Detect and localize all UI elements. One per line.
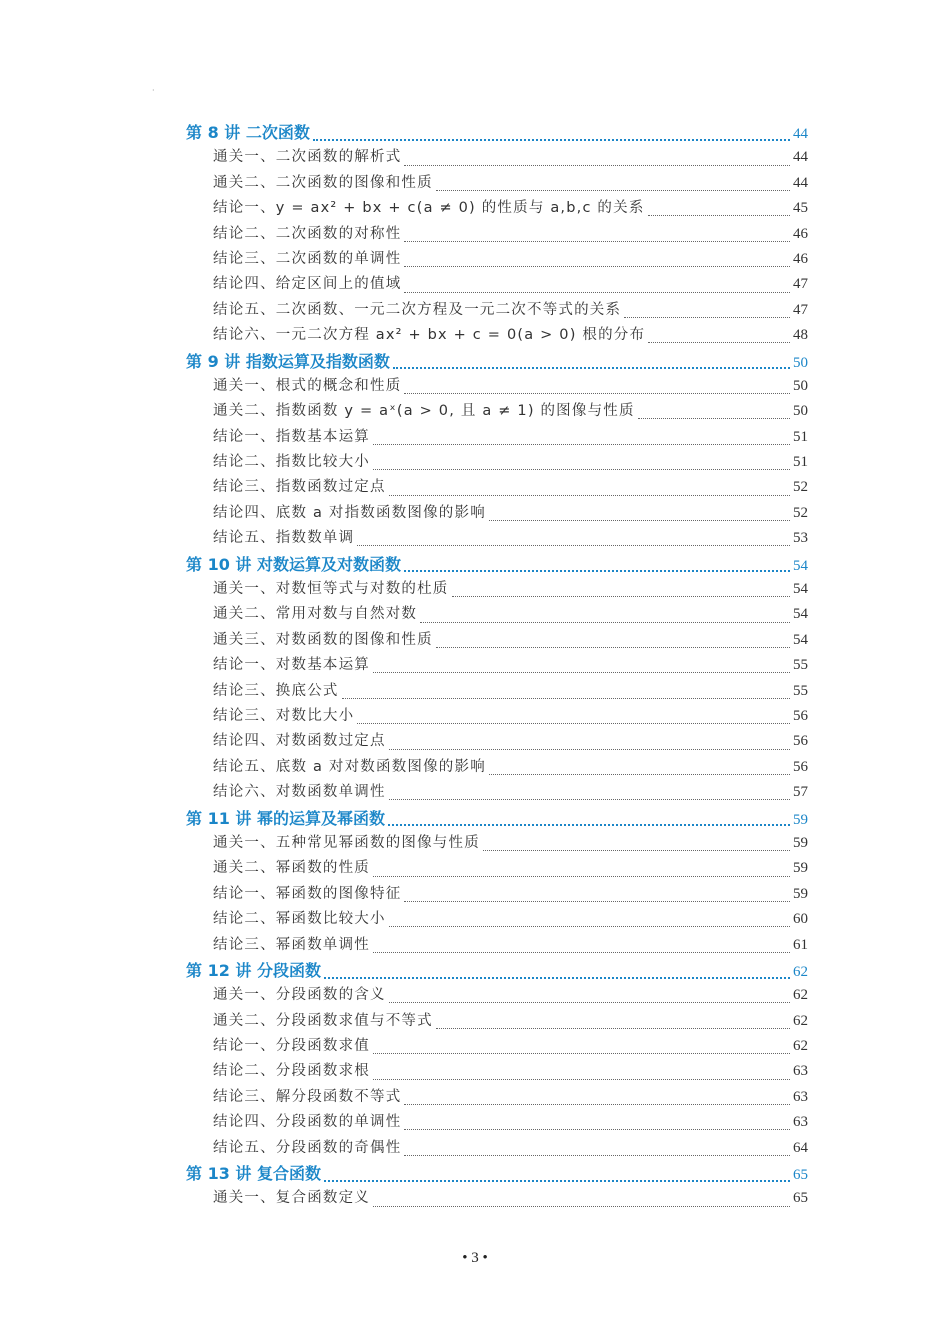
toc-entry-page: 54 bbox=[793, 631, 808, 648]
toc-entry-page: 59 bbox=[793, 834, 808, 851]
dot-leader bbox=[404, 893, 790, 902]
dot-leader bbox=[373, 436, 790, 445]
toc-entry-page: 53 bbox=[793, 530, 808, 547]
toc-entry-title: 通关二、分段函数求值与不等式 bbox=[213, 1012, 433, 1029]
dot-leader bbox=[373, 1045, 790, 1054]
dot-leader bbox=[638, 410, 790, 419]
toc-entry-title: 通关一、分段函数的含义 bbox=[213, 987, 386, 1004]
dot-leader bbox=[404, 284, 790, 293]
toc-entry-title: 通关一、对数恒等式与对数的杜质 bbox=[213, 581, 449, 598]
toc-entry-title: 结论三、换底公式 bbox=[213, 682, 339, 699]
toc-entry-title: 结论六、对数函数单调性 bbox=[213, 784, 386, 801]
dot-leader bbox=[404, 562, 790, 572]
toc-entry-page: 60 bbox=[793, 911, 808, 928]
toc-entry-page: 46 bbox=[793, 225, 808, 242]
toc-entry-title: 通关三、对数函数的图像和性质 bbox=[213, 631, 433, 648]
toc-entry-title: 结论五、底数 a 对对数函数图像的影响 bbox=[213, 758, 486, 775]
dot-leader bbox=[389, 741, 790, 750]
toc-section-entry[interactable] bbox=[186, 272, 808, 297]
toc-entry-title: 结论四、底数 a 对指数函数图像的影响 bbox=[213, 504, 486, 521]
toc-section-entry[interactable] bbox=[186, 577, 808, 602]
toc-chapter-entry[interactable] bbox=[186, 120, 808, 145]
toc-chapter-entry[interactable] bbox=[186, 806, 808, 831]
toc-section-entry[interactable] bbox=[186, 171, 808, 196]
dot-leader bbox=[373, 1198, 790, 1207]
toc-entry-page: 63 bbox=[793, 1063, 808, 1080]
toc-section-entry[interactable] bbox=[186, 1009, 808, 1034]
toc-section-entry[interactable] bbox=[186, 526, 808, 551]
toc-section-entry[interactable] bbox=[186, 145, 808, 170]
toc-section-entry[interactable] bbox=[186, 374, 808, 399]
toc-entry-title: 结论二、幂函数比较大小 bbox=[213, 911, 386, 928]
toc-entry-page: 47 bbox=[793, 276, 808, 293]
toc-entry-page: 61 bbox=[793, 936, 808, 953]
dot-leader bbox=[624, 309, 790, 318]
toc-section-entry[interactable] bbox=[186, 450, 808, 475]
toc-entry-title: 结论二、分段函数求根 bbox=[213, 1063, 370, 1080]
toc-entry-page: 50 bbox=[793, 377, 808, 394]
toc-section-entry[interactable] bbox=[186, 755, 808, 780]
toc-entry-page: 62 bbox=[793, 1038, 808, 1055]
toc-entry-page: 56 bbox=[793, 758, 808, 775]
toc-entry-title: 结论三、对数比大小 bbox=[213, 707, 355, 724]
dot-leader bbox=[389, 918, 790, 927]
dot-leader bbox=[324, 1172, 790, 1182]
toc-entry-title: 结论一、y = ax² + bx + c(a ≠ 0) 的性质与 a,b,c 的关系 bbox=[213, 200, 645, 217]
toc-entry-title: 通关一、五种常见幂函数的图像与性质 bbox=[213, 834, 480, 851]
page-mark: · bbox=[152, 86, 155, 95]
dot-leader bbox=[436, 182, 790, 191]
toc-section-entry[interactable] bbox=[186, 475, 808, 500]
toc-entry-title: 结论六、一元二次方程 ax² + bx + c = 0(a > 0) 根的分布 bbox=[213, 327, 646, 344]
dot-leader bbox=[373, 1071, 790, 1080]
table-of-contents bbox=[186, 120, 808, 1212]
toc-section-entry[interactable] bbox=[186, 298, 808, 323]
toc-section-entry[interactable] bbox=[186, 425, 808, 450]
dot-leader bbox=[436, 639, 790, 648]
toc-entry-page: 54 bbox=[793, 581, 808, 598]
toc-chapter-entry[interactable] bbox=[186, 958, 808, 983]
toc-entry-title: 结论四、分段函数的单调性 bbox=[213, 1114, 402, 1131]
dot-leader bbox=[404, 157, 790, 166]
toc-section-entry[interactable] bbox=[186, 831, 808, 856]
toc-entry-title: 第 11 讲 幂的运算及幂函数 bbox=[186, 808, 385, 828]
toc-entry-page: 59 bbox=[793, 811, 808, 828]
toc-entry-page: 50 bbox=[793, 403, 808, 420]
toc-entry-title: 通关二、指数函数 y = aˣ(a > 0, 且 a ≠ 1) 的图像与性质 bbox=[213, 403, 635, 420]
toc-entry-title: 第 9 讲 指数运算及指数函数 bbox=[186, 351, 390, 371]
toc-entry-page: 47 bbox=[793, 301, 808, 318]
toc-entry-title: 结论五、指数数单调 bbox=[213, 530, 355, 547]
toc-entry-title: 结论四、给定区间上的值域 bbox=[213, 276, 402, 293]
toc-entry-title: 通关一、复合函数定义 bbox=[213, 1190, 370, 1207]
dot-leader bbox=[648, 334, 790, 343]
dot-leader bbox=[393, 359, 790, 369]
toc-section-entry[interactable] bbox=[186, 933, 808, 958]
toc-section-entry[interactable] bbox=[186, 501, 808, 526]
dot-leader bbox=[436, 1020, 790, 1029]
toc-entry-title: 第 8 讲 二次函数 bbox=[186, 123, 310, 142]
toc-entry-page: 65 bbox=[793, 1190, 808, 1207]
toc-section-entry[interactable] bbox=[186, 1186, 808, 1211]
dot-leader bbox=[324, 969, 790, 979]
toc-chapter-entry[interactable] bbox=[186, 552, 808, 577]
page-number: • 3 • bbox=[462, 1250, 488, 1266]
toc-entry-page: 55 bbox=[793, 657, 808, 674]
toc-entry-title: 第 10 讲 对数运算及对数函数 bbox=[186, 554, 401, 574]
toc-section-entry[interactable] bbox=[186, 704, 808, 729]
toc-entry-page: 52 bbox=[793, 479, 808, 496]
toc-entry-page: 55 bbox=[793, 682, 808, 699]
toc-entry-page: 56 bbox=[793, 707, 808, 724]
toc-entry-title: 结论三、幂函数单调性 bbox=[213, 936, 370, 953]
toc-chapter-entry[interactable] bbox=[186, 349, 808, 374]
toc-entry-page: 51 bbox=[793, 454, 808, 471]
dot-leader bbox=[373, 664, 790, 673]
toc-entry-title: 结论一、分段函数求值 bbox=[213, 1038, 370, 1055]
toc-section-entry[interactable] bbox=[186, 602, 808, 627]
toc-section-entry[interactable] bbox=[186, 679, 808, 704]
toc-section-entry[interactable] bbox=[186, 222, 808, 247]
toc-entry-title: 结论二、指数比较大小 bbox=[213, 454, 370, 471]
toc-entry-page: 63 bbox=[793, 1088, 808, 1105]
toc-entry-page: 57 bbox=[793, 784, 808, 801]
toc-entry-page: 52 bbox=[793, 504, 808, 521]
toc-entry-page: 62 bbox=[793, 963, 808, 980]
toc-entry-title: 第 12 讲 分段函数 bbox=[186, 960, 321, 980]
dot-leader bbox=[342, 690, 790, 699]
dot-leader bbox=[489, 512, 790, 521]
dot-leader bbox=[483, 842, 790, 851]
toc-section-entry[interactable] bbox=[186, 628, 808, 653]
toc-entry-page: 62 bbox=[793, 1012, 808, 1029]
toc-entry-title: 通关一、根式的概念和性质 bbox=[213, 377, 402, 394]
toc-section-entry[interactable] bbox=[186, 856, 808, 881]
dot-leader bbox=[489, 766, 790, 775]
toc-entry-page: 59 bbox=[793, 885, 808, 902]
toc-entry-title: 结论二、二次函数的对称性 bbox=[213, 225, 402, 242]
toc-entry-page: 54 bbox=[793, 606, 808, 623]
toc-entry-page: 44 bbox=[793, 174, 808, 191]
toc-entry-page: 51 bbox=[793, 428, 808, 445]
toc-section-entry[interactable] bbox=[186, 399, 808, 424]
toc-entry-page: 59 bbox=[793, 860, 808, 877]
dot-leader bbox=[404, 258, 790, 267]
toc-section-entry[interactable] bbox=[186, 653, 808, 678]
toc-section-entry[interactable] bbox=[186, 1110, 808, 1135]
toc-entry-title: 第 13 讲 复合函数 bbox=[186, 1164, 321, 1184]
toc-entry-page: 54 bbox=[793, 557, 808, 574]
toc-entry-page: 63 bbox=[793, 1114, 808, 1131]
toc-section-entry[interactable] bbox=[186, 323, 808, 348]
toc-entry-title: 结论三、二次函数的单调性 bbox=[213, 250, 402, 267]
dot-leader bbox=[404, 1147, 790, 1156]
dot-leader bbox=[420, 614, 790, 623]
toc-section-entry[interactable] bbox=[186, 196, 808, 221]
toc-entry-title: 通关二、二次函数的图像和性质 bbox=[213, 174, 433, 191]
toc-entry-page: 50 bbox=[793, 354, 808, 371]
toc-section-entry[interactable] bbox=[186, 1085, 808, 1110]
dot-leader bbox=[373, 461, 790, 470]
dot-leader bbox=[357, 537, 790, 546]
toc-entry-page: 65 bbox=[793, 1167, 808, 1184]
toc-section-entry[interactable] bbox=[186, 247, 808, 272]
dot-leader bbox=[373, 868, 790, 877]
toc-section-entry[interactable] bbox=[186, 907, 808, 932]
toc-section-entry[interactable] bbox=[186, 983, 808, 1008]
toc-entry-title: 结论五、分段函数的奇偶性 bbox=[213, 1139, 402, 1156]
toc-entry-page: 56 bbox=[793, 733, 808, 750]
dot-leader bbox=[452, 588, 791, 597]
toc-entry-title: 结论一、幂函数的图像特征 bbox=[213, 885, 402, 902]
dot-leader bbox=[404, 1096, 790, 1105]
toc-entry-page: 44 bbox=[793, 149, 808, 166]
dot-leader bbox=[404, 1121, 790, 1130]
dot-leader bbox=[389, 791, 790, 800]
dot-leader bbox=[389, 487, 790, 496]
toc-section-entry[interactable] bbox=[186, 780, 808, 805]
toc-entry-page: 45 bbox=[793, 200, 808, 217]
toc-chapter-entry[interactable] bbox=[186, 1161, 808, 1186]
dot-leader bbox=[357, 715, 790, 724]
toc-entry-page: 46 bbox=[793, 250, 808, 267]
toc-section-entry[interactable] bbox=[186, 1136, 808, 1161]
toc-entry-page: 48 bbox=[793, 327, 808, 344]
dot-leader bbox=[373, 944, 790, 953]
dot-leader bbox=[404, 233, 790, 242]
dot-leader bbox=[389, 994, 790, 1003]
toc-entry-title: 通关一、二次函数的解析式 bbox=[213, 149, 402, 166]
dot-leader bbox=[388, 816, 790, 826]
toc-entry-page: 64 bbox=[793, 1139, 808, 1156]
toc-entry-page: 62 bbox=[793, 987, 808, 1004]
toc-entry-title: 结论三、指数函数过定点 bbox=[213, 479, 386, 496]
toc-section-entry[interactable] bbox=[186, 1034, 808, 1059]
dot-leader bbox=[404, 385, 790, 394]
dot-leader bbox=[313, 131, 790, 141]
toc-section-entry[interactable] bbox=[186, 729, 808, 754]
toc-section-entry[interactable] bbox=[186, 1059, 808, 1084]
toc-entry-title: 通关二、常用对数与自然对数 bbox=[213, 606, 418, 623]
toc-entry-title: 结论三、解分段函数不等式 bbox=[213, 1088, 402, 1105]
dot-leader bbox=[648, 207, 790, 216]
toc-entry-title: 结论一、指数基本运算 bbox=[213, 428, 370, 445]
toc-entry-page: 44 bbox=[793, 126, 808, 142]
toc-section-entry[interactable] bbox=[186, 882, 808, 907]
toc-entry-title: 结论四、对数函数过定点 bbox=[213, 733, 386, 750]
toc-entry-title: 结论一、对数基本运算 bbox=[213, 657, 370, 674]
toc-entry-title: 通关二、幂函数的性质 bbox=[213, 860, 370, 877]
toc-entry-title: 结论五、二次函数、一元二次方程及一元二次不等式的关系 bbox=[213, 301, 622, 318]
